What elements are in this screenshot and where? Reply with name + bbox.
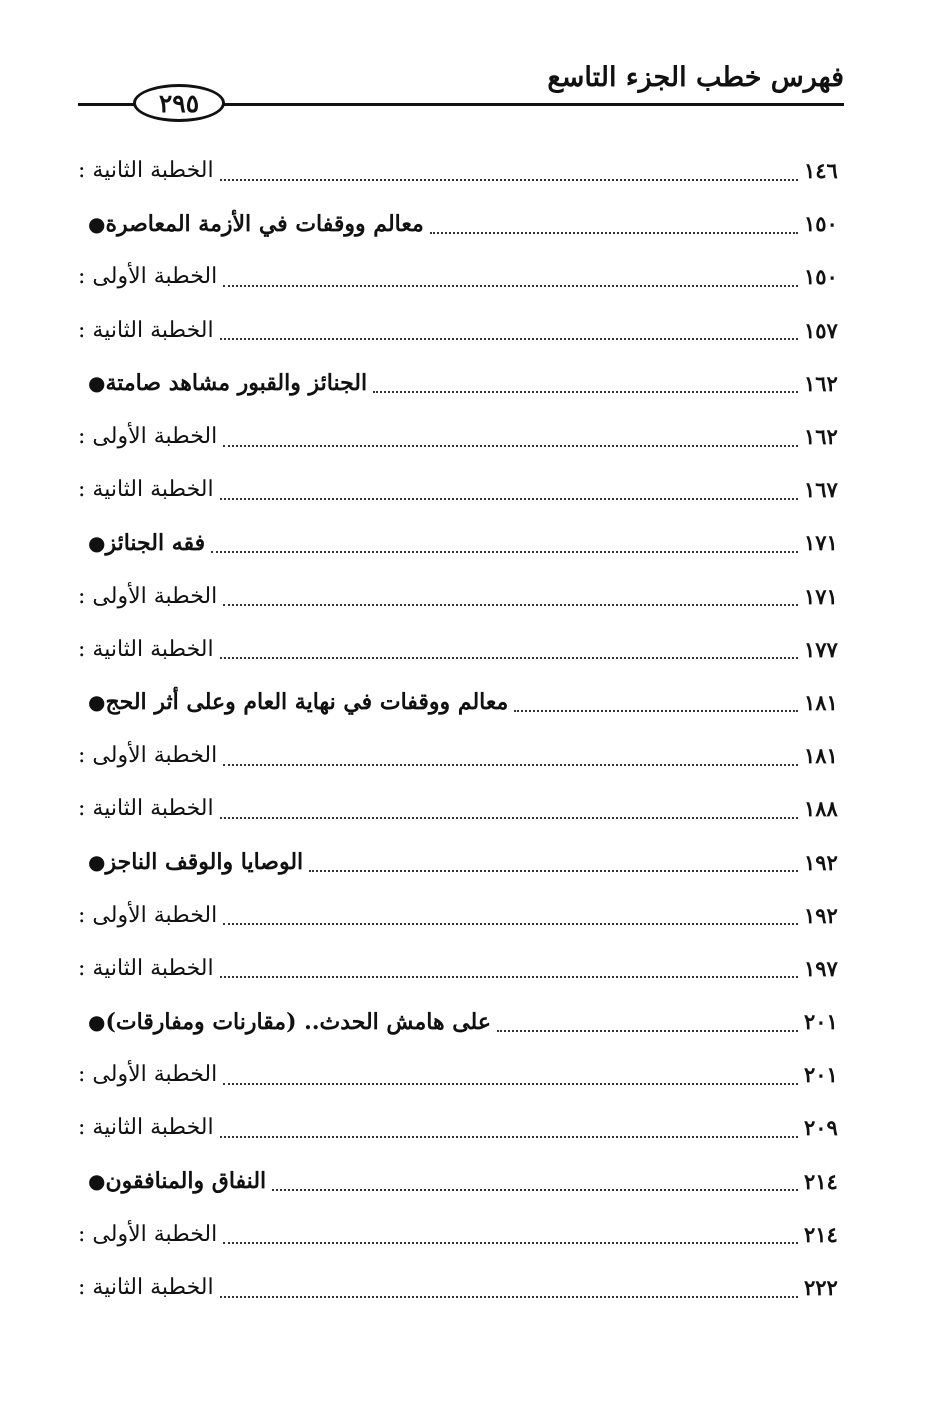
toc-label: الخطبة الثانية :	[78, 796, 214, 822]
dot-leader	[430, 232, 798, 234]
toc-label: الخطبة الثانية :	[78, 955, 214, 981]
dot-leader	[514, 710, 798, 712]
bullet-icon: ●	[88, 850, 106, 875]
toc-page-number: ١٥٠	[804, 211, 838, 237]
toc-label: النفاق والمنافقون	[105, 1168, 267, 1195]
bullet-icon: ●	[88, 530, 106, 555]
toc-label: الخطبة الأولى :	[78, 583, 218, 609]
bullet-icon: ●	[88, 211, 106, 236]
toc-subentry	[78, 250, 844, 303]
dot-leader	[223, 1242, 798, 1244]
toc-label: الخطبة الأولى :	[78, 743, 218, 769]
toc-page-number: ٢١٤	[804, 1168, 838, 1194]
toc-subentry	[78, 889, 844, 942]
toc-label: معالم ووقفات في نهاية العام وعلى أثر الحج	[105, 689, 509, 716]
toc-entry	[78, 197, 844, 250]
toc-page-number: ١٩٧	[804, 955, 838, 981]
table-of-contents	[78, 144, 844, 1314]
toc-subentry	[78, 1261, 844, 1314]
dot-leader	[220, 1136, 798, 1138]
toc-page-number: ١٥٠	[804, 264, 838, 290]
bullet-icon: ●	[88, 690, 106, 715]
toc-label: فقه الجنائز	[105, 529, 206, 556]
dot-leader	[220, 976, 798, 978]
toc-page-number: ١٧١	[804, 583, 838, 609]
toc-page-number: ٢٠٩	[804, 1115, 838, 1141]
toc-label: على هامش الحدث.. (مقارنات ومفارقات)	[105, 1008, 491, 1035]
toc-subentry	[78, 782, 844, 835]
toc-subentry	[78, 623, 844, 676]
bullet-icon: ●	[88, 371, 106, 396]
toc-page-number: ١٤٦	[804, 158, 838, 184]
toc-page-number: ١٩٢	[804, 849, 838, 875]
page-number: ٢٩٥	[133, 84, 225, 122]
toc-page-number: ١٩٢	[804, 902, 838, 928]
dot-leader	[223, 445, 798, 447]
toc-subentry	[78, 1208, 844, 1261]
toc-entry	[78, 357, 844, 410]
toc-page-number: ١٦٢	[804, 370, 838, 396]
toc-subentry	[78, 729, 844, 782]
toc-page-number: ٢٠١	[804, 1009, 838, 1035]
toc-entry	[78, 835, 844, 888]
dot-leader	[223, 923, 798, 925]
toc-label: الجنائز والقبور مشاهد صامتة	[105, 370, 368, 397]
toc-page-number: ١٧٧	[804, 636, 838, 662]
toc-page-number: ١٨١	[804, 743, 838, 769]
dot-leader	[220, 338, 798, 340]
toc-entry	[78, 676, 844, 729]
toc-page-number: ٢٢٢	[804, 1275, 838, 1301]
toc-entry	[78, 995, 844, 1048]
toc-subentry	[78, 463, 844, 516]
dot-leader	[220, 657, 798, 659]
toc-label: الخطبة الثانية :	[78, 1275, 214, 1301]
toc-subentry	[78, 1101, 844, 1154]
toc-label: الخطبة الأولى :	[78, 902, 218, 928]
dot-leader	[223, 285, 798, 287]
dot-leader	[220, 179, 798, 181]
dot-leader	[223, 1083, 798, 1085]
toc-subentry	[78, 144, 844, 197]
toc-page-number: ١٧١	[804, 530, 838, 556]
dot-leader	[309, 870, 798, 872]
dot-leader	[223, 604, 798, 606]
dot-leader	[220, 1296, 798, 1298]
dot-leader	[220, 498, 798, 500]
toc-page-number: ٢٠١	[804, 1062, 838, 1088]
toc-label: الخطبة الأولى :	[78, 1221, 218, 1247]
bullet-icon: ●	[88, 1169, 106, 1194]
running-title: فهرس خطب الجزء التاسع	[547, 62, 844, 93]
toc-page-number: ١٦٧	[804, 477, 838, 503]
toc-subentry	[78, 1048, 844, 1101]
toc-page-number: ١٨١	[804, 689, 838, 715]
toc-label: الخطبة الأولى :	[78, 264, 218, 290]
toc-label: الخطبة الثانية :	[78, 636, 214, 662]
toc-label: معالم ووقفات في الأزمة المعاصرة	[105, 210, 424, 237]
toc-subentry	[78, 410, 844, 463]
dot-leader	[497, 1030, 798, 1032]
toc-page-number: ١٨٨	[804, 796, 838, 822]
toc-subentry	[78, 942, 844, 995]
dot-leader	[223, 764, 798, 766]
dot-leader	[220, 817, 798, 819]
toc-entry	[78, 1155, 844, 1208]
toc-label: الخطبة الأولى :	[78, 424, 218, 450]
toc-page-number: ١٥٧	[804, 317, 838, 343]
toc-label: الوصايا والوقف الناجز	[105, 849, 304, 876]
toc-label: الخطبة الأولى :	[78, 1062, 218, 1088]
dot-leader	[373, 391, 798, 393]
dot-leader	[272, 1189, 798, 1191]
toc-entry	[78, 516, 844, 569]
toc-page-number: ٢١٤	[804, 1221, 838, 1247]
toc-label: الخطبة الثانية :	[78, 477, 214, 503]
bullet-icon: ●	[88, 1009, 106, 1034]
toc-label: الخطبة الثانية :	[78, 1115, 214, 1141]
toc-subentry	[78, 570, 844, 623]
toc-page-number: ١٦٢	[804, 424, 838, 450]
toc-subentry	[78, 304, 844, 357]
dot-leader	[211, 551, 798, 553]
toc-label: الخطبة الثانية :	[78, 317, 214, 343]
toc-label: الخطبة الثانية :	[78, 158, 214, 184]
